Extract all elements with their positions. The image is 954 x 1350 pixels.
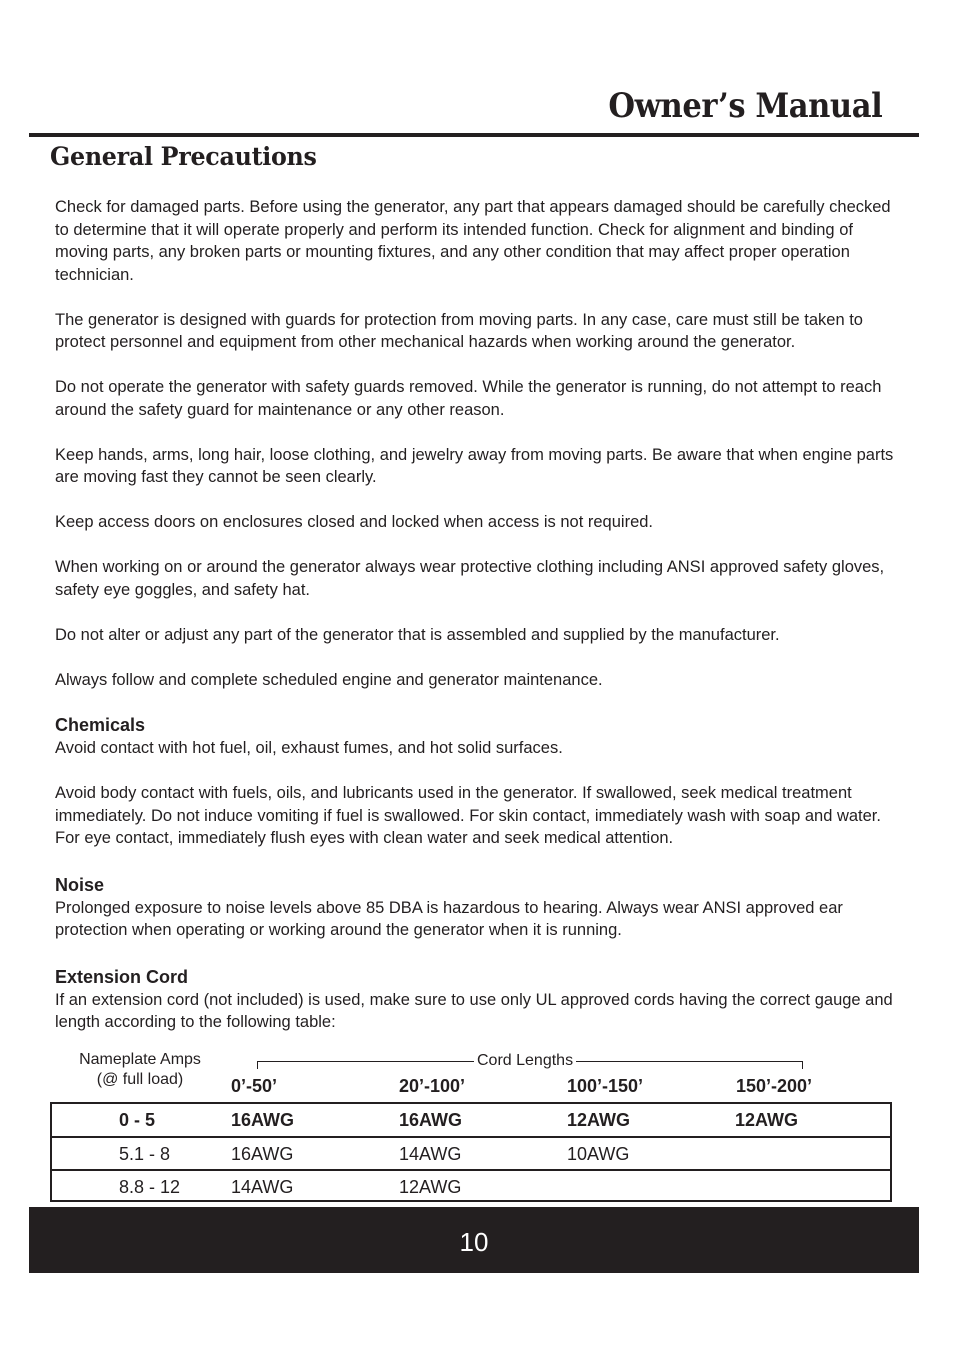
paragraph: Check for damaged parts. Before using the generator, any part that appears damaged should be carefully checked to determine that it will operate properly and perform its intended function. Check for alignment and binding of moving parts, any broken parts or mounting fixtures, and any other condition that may affect proper operation technician. [55, 198, 891, 284]
cord-lengths-label: Cord Lengths [474, 1050, 576, 1072]
gauge-cell: 12AWG [567, 1110, 631, 1130]
header-divider [29, 133, 919, 137]
gauge-cell: 16AWG [231, 1110, 295, 1130]
amps-cell: 0 - 5 [119, 1110, 156, 1130]
extension-cord-table [50, 1102, 892, 1202]
column-header: 150’-200’ [736, 1076, 813, 1096]
paragraph: Always follow and complete scheduled engine and generator maintenance. [55, 670, 603, 689]
table-row [52, 1136, 890, 1170]
chemicals-paragraph: Avoid body contact with fuels, oils, and lubricants used in the generator. If swallowed, seek medical treatment immediately. Do not induce vomiting if fuel is swallowed. For skin contact, immediately wash with soap and water. For eye contact, immediately flush eyes with clean water and seek medical attention. [55, 784, 881, 847]
paragraph: Do not alter or adjust any part of the generator that is assembled and supplied by the manufacturer. [55, 625, 780, 644]
body-content [55, 196, 905, 1034]
noise-heading: Noise [55, 874, 105, 895]
page-number: 10 [459, 1227, 489, 1257]
paragraph: Keep access doors on enclosures closed and locked when access is not required. [55, 513, 654, 531]
column-header: 20’-100’ [399, 1076, 466, 1096]
footer-bar [29, 1207, 919, 1273]
gauge-cell: 14AWG [399, 1144, 462, 1164]
paragraph: Keep hands, arms, long hair, loose clothing, and jewelry away from moving parts. Be aware that when engine parts are moving fast they cannot be seen clearly. [55, 445, 894, 486]
gauge-cell: 10AWG [567, 1144, 630, 1164]
paragraph: The generator is designed with guards for protection from moving parts. In any case, care must still be taken to protect personnel and equipment from other mechanical hazards when working around the generator. [55, 310, 863, 351]
amps-cell: 8.8 - 12 [119, 1177, 181, 1197]
gauge-cell: 12AWG [735, 1110, 799, 1130]
noise-paragraph: Prolonged exposure to noise levels above 85 DBA is hazardous to hearing. Always wear ANSI approved ear protection when operating or working around the generator when it is running. [55, 898, 843, 939]
amps-header-line: (@ full load) [96, 1071, 184, 1088]
table-row [52, 1104, 890, 1136]
extension-cord-paragraph: If an extension cord (not included) is used, make sure to use only UL approved cords having the correct gauge and length according to the following table: [55, 990, 893, 1031]
chemicals-paragraph: Avoid contact with hot fuel, oil, exhaust fumes, and hot solid surfaces. [55, 739, 563, 757]
column-header: 100’-150’ [567, 1076, 644, 1096]
extension-cord-heading: Extension Cord [55, 966, 189, 987]
gauge-cell: 12AWG [399, 1177, 462, 1197]
chemicals-heading: Chemicals [55, 715, 146, 735]
gauge-cell: 16AWG [399, 1110, 463, 1130]
table-row [52, 1169, 890, 1203]
manual-title: Owner’s Manual [608, 86, 882, 126]
column-header: 0’-50’ [231, 1076, 278, 1096]
section-title: General Precautions [50, 142, 317, 171]
gauge-cell: 14AWG [231, 1177, 294, 1197]
paragraph: Do not operate the generator with safety guards removed. While the generator is running, do not attempt to reach around the safety guard for maintenance or any other reason. [55, 378, 882, 419]
paragraph: When working on or around the generator always wear protective clothing including ANSI approved safety gloves, safety eye goggles, and safety hat. [55, 558, 885, 599]
amps-header-line: Nameplate Amps [79, 1051, 201, 1068]
gauge-cell: 16AWG [231, 1144, 294, 1164]
amps-cell: 5.1 - 8 [119, 1144, 171, 1164]
amps-column-header [58, 1050, 222, 1090]
